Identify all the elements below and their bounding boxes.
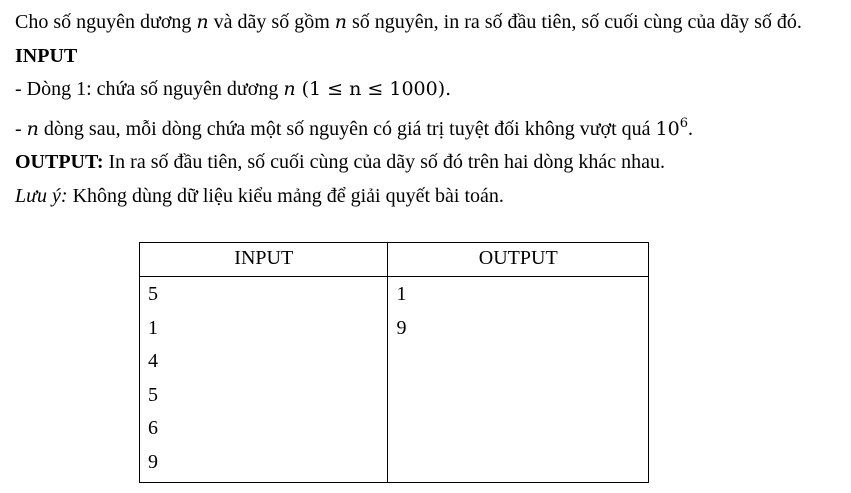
statement-text-2: và dãy số gồm [208, 11, 335, 33]
table-header-row [140, 243, 649, 277]
input-value: 4 [148, 350, 158, 372]
note-text: Không dùng dữ liệu kiểu mảng để giải quyết bài toán. [67, 184, 504, 207]
input-value: 5 [148, 283, 158, 305]
power-base: 10 [655, 117, 680, 140]
output-value: 9 [396, 316, 407, 339]
input-line-2-text: dòng sau, mỗi dòng chứa một số nguyên có giá trị tuyệt đối không vượt quá [38, 117, 656, 140]
input-line-2 [15, 107, 841, 147]
statement-text-3: số nguyên, in ra số đầu tiên, số cuối cùng của dãy số đó. [347, 11, 802, 33]
input-value: 6 [148, 417, 158, 439]
table-row [140, 277, 649, 483]
output-heading: OUTPUT: [15, 151, 104, 174]
power-exponent: 6 [679, 115, 689, 131]
constraint-text: (1 ≤ n ≤ 1000). [295, 78, 452, 101]
header-output: OUTPUT [388, 243, 649, 277]
variable-n: n [26, 117, 39, 140]
input-value: 1 [148, 316, 158, 339]
output-cell [388, 277, 649, 483]
input-line-1-text: - Dòng 1: chứa số nguyên dương [15, 78, 284, 101]
note-label: Lưu ý: [15, 184, 68, 207]
output-value: 1 [396, 283, 407, 305]
output-line [15, 146, 841, 180]
variable-n: n [283, 78, 296, 101]
problem-document [15, 6, 841, 214]
input-value: 5 [148, 383, 158, 406]
header-input: INPUT [140, 243, 388, 277]
period: . [688, 117, 694, 140]
statement-text-1: Cho số nguyên dương [15, 11, 197, 33]
variable-n: n [334, 11, 348, 33]
problem-statement [15, 6, 841, 40]
variable-n: n [196, 11, 209, 33]
dash: - [15, 117, 27, 140]
input-value: 9 [148, 450, 158, 473]
note-line [15, 180, 841, 214]
input-cell [140, 277, 388, 483]
input-line-1 [15, 73, 841, 107]
output-text: In ra số đầu tiên, số cuối cùng của dãy số đó trên hai dòng khác nhau. [103, 151, 666, 174]
example-table [139, 242, 649, 483]
input-heading: INPUT [15, 44, 78, 67]
